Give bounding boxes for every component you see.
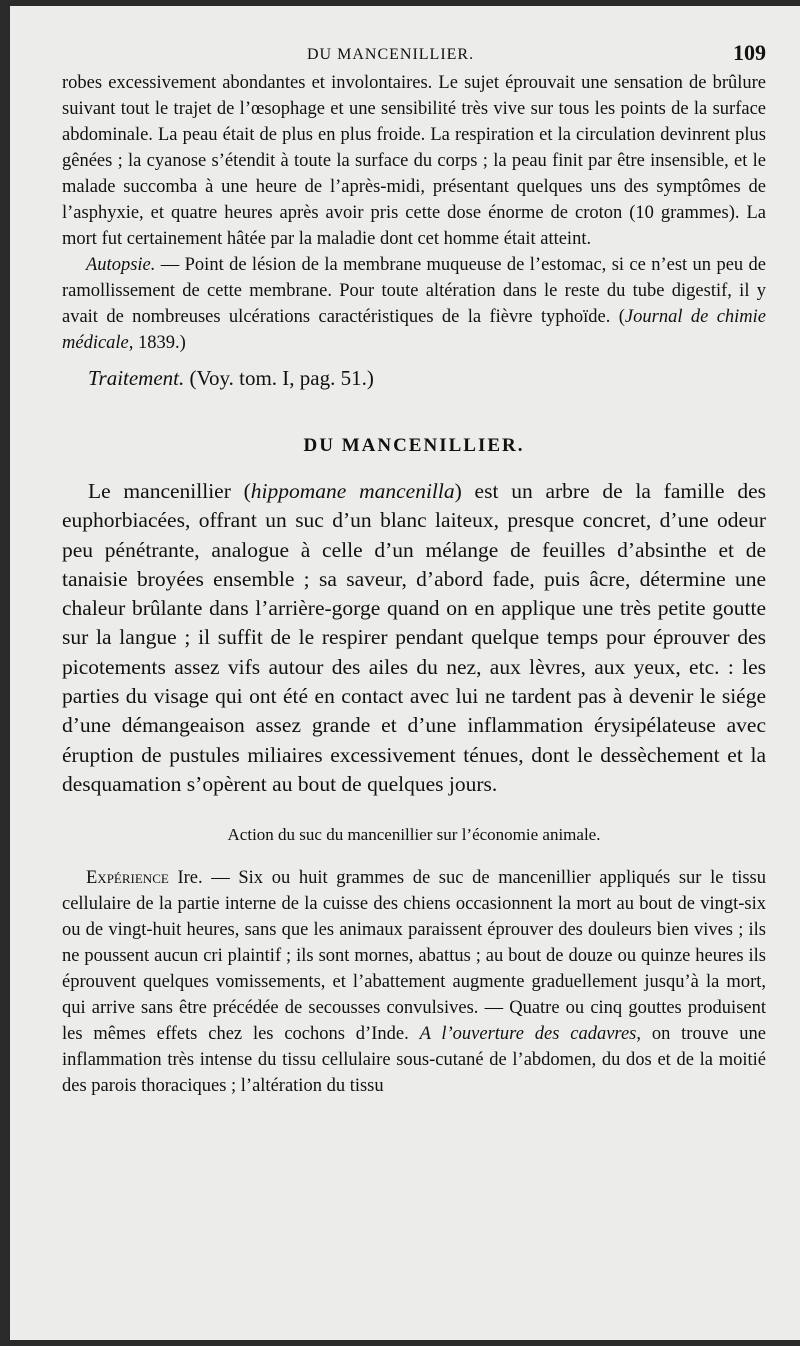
paragraph-autopsie	[62, 252, 766, 356]
previous-case-text	[62, 70, 766, 356]
section-title: DU MANCENILLIER.	[303, 435, 525, 456]
section-intro-paragraph	[62, 477, 766, 799]
intro-start: Le mancenillier (	[88, 479, 251, 503]
subsection-title: Action du suc du mancenillier sur l’économie animale.	[227, 825, 601, 845]
traitement-ref: (Voy. tom. I, pag. 51.)	[184, 366, 374, 390]
page-number: 109	[733, 40, 766, 65]
experience-text-2: , on trouve une inflammation très intense du tissu cellulaire sous-cutané de l’abdomen, du dos et de la moitié des parois thoraciques ; l’altération du tissu	[62, 1024, 766, 1097]
latin-name: hippomane mancenilla	[250, 479, 455, 503]
paragraph-continuation: robes excessivement abondantes et involontaires. Le sujet éprouvait une sensation de brûlure suivant tout le trajet de l’œsophage et une sensibilité très vive sur tous les points de la surface abdominale. La peau était de plus en plus froide. La respiration et la circulation devinrent plus gênées ; la cyanose s’étendit à toute la surface du corps ; la peau finit par être insensible, et le malade succomba à une heure de l’après-midi, présentant quelques uns des symptômes de l’asphyxie, et quatre heures après avoir pris cette dose énorme de croton (10 grammes). La mort fut certainement hâtée par la maladie dont cet homme était atteint.	[62, 73, 766, 249]
experience-text-1: — Six ou huit grammes de suc de mancenillier appliqués sur le tissu cellulaire de la partie interne de la cuisse des chiens occasionnent la mort au bout de vingt-six ou de vingt-huit heures, sans que les animaux paraissent éprouver des douleurs bien vives ; ils ne poussent aucun cri plaintif ; ils sont mornes, abattus ; au bout de douze ou quinze heures ils éprouvent quelques vomissements, et l’abattement augmente graduellement jusqu’à la mort, qui arrive sans être précédée de secousses convulsives. — Quatre ou cinq gouttes produisent les mêmes effets chez les cochons d’Inde.	[62, 868, 766, 1045]
experience-paragraph	[62, 865, 766, 1099]
journal-year: 1839.)	[133, 333, 186, 353]
autopsie-text: — Point de lésion de la membrane muqueuse de l’estomac, si ce n’est un peu de ramollissement de cette membrane. Pour toute altération dans le reste du tube digestif, il y avait de nombreuses ulcérations caractéristiques de la fièvre typhoïde. (	[62, 255, 766, 327]
book-page	[10, 6, 800, 1340]
experience-italic: A l’ouverture des cadavres	[419, 1024, 637, 1045]
autopsie-label: Autopsie.	[86, 255, 156, 275]
journal-reference: Journal de chimie médicale,	[62, 307, 767, 353]
intro-rest: ) est un arbre de la famille des euphorbiacées, offrant un suc d’un blanc laiteux, presque concret, d’une odeur peu pénétrante, analogue à celle d’un mélange de feuilles d’absinthe et de tanaisie broyées ensemble ; sa saveur, d’abord fade, puis âcre, détermine une chaleur brûlante dans l’arrière-gorge quand on en applique une très petite goutte sur la langue ; il suffit de le respirer pendant quelque temps pour éprouver des picotements assez vifs autour des ailes du nez, aux lèvres, aux yeux, etc. : les parties du visage qui ont été en contact avec lui ne tardent pas à devenir le siége d’une démangeaison assez grande et d’une inflammation érysipélateuse avec éruption de pustules miliaires excessivement ténues, dont le dessèchement et la desquamation s’opèrent au bout de quelques jours.	[62, 479, 766, 796]
traitement-line	[88, 366, 766, 391]
experience-number: Ire.	[168, 868, 203, 889]
experience-label: Expérience	[86, 868, 169, 889]
traitement-label: Traitement.	[88, 366, 185, 390]
running-title: DU MANCENILLIER.	[307, 46, 475, 63]
running-head	[62, 40, 766, 70]
